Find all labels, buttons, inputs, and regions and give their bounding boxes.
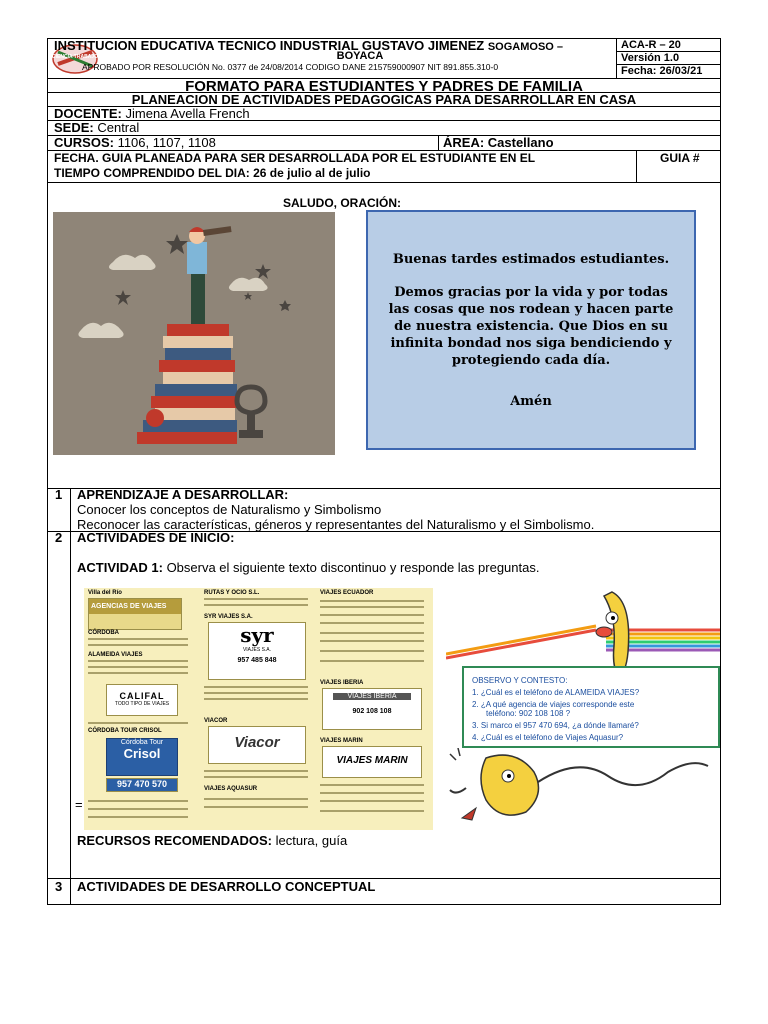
marin-heading: VIAJES MARIN (320, 738, 363, 744)
viacor-heading: VIACOR (204, 718, 228, 724)
area-label: ÁREA: Castellano (443, 135, 554, 150)
question-3: 3. Si marco el 957 470 694, ¿a dónde llamaré? (472, 721, 639, 730)
alameida-label: ALAMEIDA VIAJES (88, 652, 143, 658)
syr-phone: 957 485 848 (237, 657, 277, 664)
section1-goal-1: Conocer los conceptos de Naturalismo y Simbolismo (77, 502, 382, 517)
section1-title: APRENDIZAJE A DESARROLLAR: (77, 487, 289, 502)
section2-number: 2 (55, 530, 63, 545)
iberia-ad (322, 688, 422, 730)
equals-sign: = (75, 797, 83, 812)
activity-1-label: ACTIVIDAD 1: (77, 560, 163, 575)
section1-number: 1 (55, 487, 63, 502)
ads-col1-header: Villa del Río (88, 590, 122, 596)
activity-1-text: Observa el siguiente texto discontinuo y responde las preguntas. (162, 560, 540, 575)
planning-title: PLANEACION DE ACTIVIDADES PEDAGOGICAS PARA DESARROLLAR EN CASA (131, 92, 637, 107)
question-title: OBSERVO Y CONTESTO: (472, 676, 568, 685)
aquasur-heading: VIAJES AQUASUR (204, 786, 258, 792)
prayer-box (366, 210, 696, 450)
institution-name: INSTITUCION EDUCATIVA TECNICO INDUSTRIAL GUSTAVO JIMENEZ SOGAMOSO – (54, 38, 564, 53)
date-row (54, 151, 535, 181)
section3-number: 3 (55, 879, 63, 894)
crisol-logo: Crisol (123, 746, 161, 761)
question-2b: teléfono: 902 108 108 ? (486, 709, 571, 718)
prayer-amen: Amén (510, 394, 552, 409)
courses-label: CURSOS: (54, 135, 118, 150)
resources-value: lectura, guía (272, 833, 348, 848)
date-line-2: TIEMPO COMPRENDIDO DEL DIA: 26 de julio al de julio (54, 166, 371, 180)
califal-ad (106, 684, 178, 716)
date-line-1: FECHA. GUIA PLANEADA PARA SER DESARROLLADA POR EL ESTUDIANTE EN EL (54, 151, 536, 165)
crisol-phone-box (106, 778, 178, 792)
prayer-body: Demos gracias por la vida y por todas las cosas que nos rodean y hacen parte de nuestra existencia. Que Dios en su infinita bondad nos siga bendiciendo y protegiendo cada día. (388, 285, 674, 368)
iberia-phone: 902 108 108 (352, 708, 392, 715)
greeting-title: SALUDO, ORACIÓN: (283, 196, 401, 210)
iberia-heading: VIAJES IBERIA (320, 680, 364, 686)
viacor-logo: Viacor (234, 734, 280, 751)
crisol-phone: 957 470 570 (116, 779, 168, 789)
section1-content (77, 487, 594, 532)
document-date: Fecha: 26/03/21 (621, 65, 703, 77)
section3-title: ACTIVIDADES DE DESARROLLO CONCEPTUAL (77, 879, 376, 894)
marin-ad (322, 746, 422, 778)
site-row (54, 120, 139, 135)
iberia-logo: VIAJES IBERIA (333, 693, 411, 700)
ads-column-2 (200, 588, 317, 830)
syr-ad (208, 622, 306, 680)
activity-1 (77, 560, 539, 575)
questions-panel (446, 588, 720, 828)
crisol-ad (106, 738, 178, 776)
logo-text: CIENCIA TRABAJO (52, 54, 98, 60)
question-box (462, 666, 720, 748)
califal-logo: CALIFAL (119, 691, 165, 701)
crisol-top: Córdoba Tour (120, 739, 164, 746)
section1-goal-2: Reconocer las características, géneros y representantes del Naturalismo y el Simbolismo. (77, 517, 595, 532)
prayer-greeting: Buenas tardes estimados estudiantes. (392, 252, 670, 267)
question-2a: 2. ¿A qué agencia de viajes corresponde este (472, 700, 635, 709)
ads-col2-header: RUTAS Y OCIO S.L. (204, 590, 260, 596)
teacher-value: Jimena Avella French (121, 106, 250, 121)
ads-column-1 (84, 588, 201, 830)
syr-heading: SYR VIAJES S.A. (204, 614, 253, 620)
cordoba-label: CÓRDOBA (88, 630, 119, 636)
question-1: 1. ¿Cuál es el teléfono de ALAMEIDA VIAJES? (472, 688, 640, 697)
syr-sub: VIAJES S.A. (242, 647, 272, 653)
courses-row (54, 135, 216, 150)
marin-logo: VIAJES MARIN (336, 755, 408, 766)
site-label: SEDE: (54, 120, 94, 135)
reading-illustration (53, 212, 335, 455)
department-name: BOYACA (336, 50, 384, 62)
approval-text: APROBADO POR RESOLUCIÓN No. 0377 de 24/08/2014 CODIGO DANE 215759000907 NIT 891.855.310-0 (82, 62, 499, 72)
site-value: Central (93, 120, 140, 135)
document-code: ACA-R – 20 (621, 39, 681, 51)
question-4: 4. ¿Cuál es el teléfono de Viajes Aquasur? (472, 733, 624, 742)
agency-ad (88, 598, 182, 630)
teacher-label: DOCENTE: (54, 106, 122, 121)
viacor-ad (208, 726, 306, 764)
teacher-row (54, 106, 250, 121)
crisol-heading: CÓRDOBA TOUR CRISOL (88, 728, 162, 734)
travel-ads-collage (84, 588, 433, 830)
ads-column-3 (316, 588, 433, 830)
ads-col3-header: VIAJES ECUADOR (320, 590, 374, 596)
courses-value: 1106, 1107, 1108 (117, 135, 216, 150)
califal-sub: TODO TIPO DE VIAJES (114, 701, 170, 707)
running-banana-icon (446, 748, 720, 828)
section2-title: ACTIVIDADES DE INICIO: (77, 530, 235, 545)
syr-logo: syr (240, 623, 274, 647)
resources-label: RECURSOS RECOMENDADOS: (77, 833, 273, 848)
format-title: FORMATO PARA ESTUDIANTES Y PADRES DE FAMILIA (185, 78, 583, 95)
guide-label: GUIA # (660, 151, 700, 165)
agency-title: AGENCIAS DE VIAJES (89, 599, 181, 614)
document-version: Versión 1.0 (621, 52, 680, 64)
resources-row (77, 833, 347, 848)
